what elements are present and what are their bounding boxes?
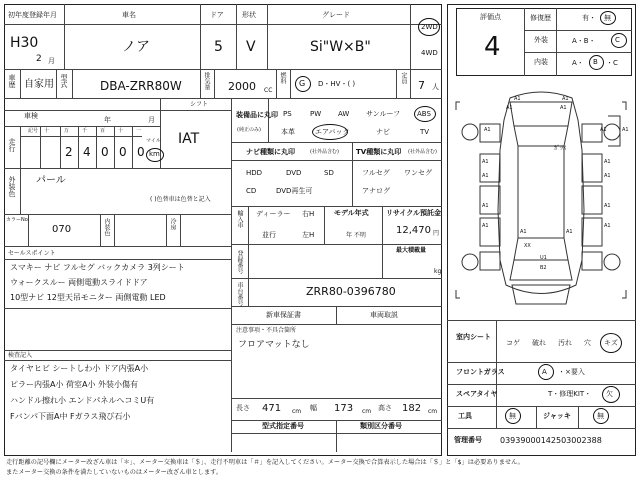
shape: V — [246, 39, 256, 55]
mile-label: マイル — [146, 138, 161, 144]
category: 自家用 — [24, 79, 54, 90]
km-label: km — [149, 150, 160, 158]
front-glass-a: A — [542, 368, 547, 376]
diagram-mark: A1 — [506, 105, 513, 111]
diagram-mark: A1 — [514, 96, 521, 102]
interior-grade-rest: ・C — [606, 59, 618, 67]
diagram-mark: A1 — [566, 229, 573, 235]
inspection-label: 車検 — [24, 112, 38, 120]
equip-navi: ナビ — [376, 128, 390, 136]
exterior-color: パール — [36, 175, 66, 186]
class-label: 類別区分番号 — [360, 422, 402, 430]
inspector-line: ハンドル擦れ小 エンドパネルヘコミU有 — [10, 396, 155, 405]
fuel-options: D・HV・( ) — [318, 80, 356, 88]
diagram-mark: U1 — [540, 255, 547, 261]
score: 4 — [484, 32, 501, 62]
manage-no: 03939000142503002388 — [500, 436, 602, 445]
sales-line: ウォークスルー 両側電動スライドドア — [10, 278, 148, 287]
diagram-mark: A1 — [482, 223, 489, 229]
tool-none: 無 — [509, 412, 516, 420]
front-glass-label: フロントガラス — [456, 368, 505, 376]
recycle-yen: 円 — [433, 230, 440, 237]
max-load-label: 最大積載量 — [396, 247, 427, 254]
sales-line: スマキー ナビ フルセグ バックカメラ 3列シート — [10, 263, 185, 272]
diagram-mark: A1 — [604, 173, 611, 179]
height-cm: cm — [428, 408, 438, 415]
equip-abs: ABS — [417, 110, 431, 118]
navi-sub: (社外品含む) — [310, 149, 339, 155]
capacity: 7 — [418, 79, 425, 92]
diagram-mark: A1 — [482, 203, 489, 209]
mileage-digit: 4 — [83, 145, 91, 159]
jack-none: 無 — [597, 412, 604, 420]
spare-missing: 欠 — [606, 390, 613, 398]
inspector-line: Fバンパ下面A中 Fガラス飛び石小 — [10, 412, 131, 421]
equip-tv: TV — [420, 128, 430, 136]
mileage-header: 記号 — [28, 128, 39, 134]
front-glass-rest: ・×要入 — [558, 368, 585, 376]
new-warranty: 新車保証書 — [266, 311, 301, 319]
inspection-year: 年 — [104, 116, 111, 124]
model: DBA-ZRR80W — [100, 79, 182, 93]
jack-label: ジャッキ — [543, 412, 571, 420]
seat-koge: コゲ — [506, 339, 520, 347]
equip-title: 装備品に丸印 — [236, 111, 278, 119]
drive-4wd: 4WD — [421, 49, 438, 57]
diagram-mark: A1 — [604, 203, 611, 209]
fuel-g: G — [299, 79, 306, 88]
interior-grade-options: A・ — [572, 59, 584, 67]
equip-sunroof: サンルーフ — [366, 110, 401, 118]
mileage-header: 十 — [44, 128, 50, 134]
exterior-label: 外装色 — [8, 176, 16, 197]
length-label: 長さ — [236, 404, 250, 412]
interior-grade-b: B — [593, 58, 598, 66]
navi-cd: CD — [246, 187, 257, 195]
import-right: 右H — [302, 210, 315, 218]
spare-label: スペアタイヤ — [456, 390, 498, 398]
inspector-line: タイヤヒビ シートしわ小 ドア内張A小 — [10, 364, 149, 373]
navi-dvd-play: DVD再生可 — [276, 187, 313, 195]
tv-analog: アナログ — [362, 187, 390, 195]
seat-yogore: 汚れ — [558, 339, 572, 347]
reg-no-label: 登録番号 — [236, 250, 243, 274]
score-label: 評価点 — [480, 13, 501, 21]
tv-sub: (社外品含む) — [408, 149, 437, 155]
mileage-header: 千 — [82, 128, 88, 134]
tv-fullseg: フルセグ — [362, 169, 390, 177]
diagram-bracket-note: A1 — [622, 127, 629, 133]
type-label: 型式指定番号 — [262, 422, 304, 430]
repair-label: 修復歴 — [530, 14, 551, 22]
car-name-label: 車名 — [122, 11, 136, 19]
mileage-header: 一 — [136, 128, 142, 134]
diagram-mark: A1 — [520, 229, 527, 235]
recycle-value: 12,470 — [396, 225, 431, 236]
first-reg-label: 初年度登録年月 — [8, 11, 57, 19]
equip-subtitle: (純正のみ) — [237, 127, 261, 133]
displacement: 2000 — [228, 80, 256, 93]
first-reg-year: H30 — [10, 35, 39, 51]
import-dealer: ディーラー — [256, 210, 291, 218]
inspection-month: 月 — [148, 116, 155, 124]
height-label: 高さ — [378, 404, 392, 412]
footer-line2: またメーター交換の条件を満たしていないものはメーター改ざん車とします。 — [6, 469, 223, 476]
grade: Si"W×B" — [310, 39, 371, 55]
model-year-label: モデル年式 — [334, 209, 369, 217]
diagram-mark: B2 — [540, 265, 547, 271]
exterior-grade-label: 外装 — [534, 36, 548, 44]
grade-label: グレード — [322, 11, 350, 19]
sales-line: 10型ナビ 12型天吊モニター 両側電動 LED — [10, 293, 166, 302]
diagram-center-note: ｶﾞﾗｽ — [554, 145, 567, 152]
seat-label: 室内シート — [456, 333, 491, 341]
sales-label: セールスポイント — [8, 250, 56, 257]
width-cm: cm — [362, 408, 372, 415]
drive-2wd: 2WD — [421, 23, 438, 31]
kg-unit: kg — [434, 268, 442, 275]
interior-grade-label: 内装 — [534, 58, 548, 66]
length-value: 471 — [262, 403, 282, 414]
first-reg-month: 2 — [36, 54, 42, 64]
diagram-mark: A1 — [604, 223, 611, 229]
import-label: 輸入車 — [236, 210, 243, 228]
equip-pw: PW — [310, 110, 322, 118]
import-left: 左H — [302, 231, 315, 239]
car-name: ノア — [122, 39, 150, 55]
mileage-digit: 2 — [65, 145, 73, 159]
shift: IAT — [178, 131, 200, 147]
recycle-label: リサイクル預託金 — [386, 209, 442, 217]
color-no-label: カラーNo. — [6, 217, 30, 223]
chassis-no: ZRR80-0396780 — [306, 285, 396, 298]
equip-leather: 本革 — [281, 128, 295, 136]
cc-unit: CC — [264, 87, 273, 94]
equip-airbag: エアバック — [315, 128, 350, 136]
shape-label: 形状 — [242, 11, 256, 19]
exterior-grade-options: A・B・ — [572, 37, 596, 45]
mileage-digit: 0 — [101, 145, 109, 159]
manage-label: 管理番号 — [454, 436, 482, 444]
diagram-mark: A1 — [482, 159, 489, 165]
model-year-value: 年 不明 — [346, 232, 366, 239]
navi-sd: SD — [324, 169, 334, 177]
displacement-label: 排気量 — [203, 72, 210, 90]
mileage-header: 十 — [118, 128, 124, 134]
diagram-mark: A1 — [484, 127, 491, 133]
seat-yabure: 破れ — [532, 339, 546, 347]
month-unit: 月 — [48, 57, 55, 65]
shift-label: シフト — [190, 101, 209, 108]
mileage-header: 万 — [64, 128, 70, 134]
inspector-label: 検査記入 — [8, 352, 33, 359]
attention-text: フロアマットなし — [238, 340, 310, 350]
seat-kizu: キズ — [604, 339, 618, 347]
repair-options: 有・ — [582, 14, 596, 22]
tool-label: 工具 — [458, 412, 472, 420]
navi-dvd: DVD — [286, 169, 302, 177]
width-label: 幅 — [310, 404, 317, 412]
diagram-mark: A1 — [560, 105, 567, 111]
width-value: 173 — [334, 403, 354, 414]
spare-items: T・修理KIT・ — [548, 390, 592, 398]
height-value: 182 — [402, 403, 422, 414]
model-label: 型式 — [60, 74, 68, 88]
chassis-label: 車台番号 — [236, 282, 243, 306]
tv-title: TV種類に丸印 — [356, 148, 402, 156]
diagram-mark: A1 — [482, 173, 489, 179]
exterior-grade-c: C — [615, 36, 620, 44]
diagram-mark: A1 — [562, 96, 569, 102]
exterior-note: ( )色替車は色替と記入 — [150, 196, 211, 203]
repair-none: 無 — [604, 14, 611, 22]
navi-title: ナビ種類に丸印 — [246, 148, 295, 156]
seat-ana: 穴 — [584, 339, 591, 347]
mileage-label: 走行 — [8, 138, 16, 152]
navi-hdd: HDD — [246, 169, 263, 177]
diagram-mark: A1 — [604, 159, 611, 165]
car-diagram — [448, 80, 634, 318]
diagram-mark: A1 — [600, 127, 607, 133]
mileage-digit: 0 — [137, 145, 145, 159]
capacity-unit: 人 — [432, 83, 439, 91]
manual: 車両取説 — [370, 311, 398, 319]
equip-ps: PS — [283, 110, 292, 118]
interior-color-label: 内装色 — [103, 218, 110, 236]
capacity-label: 定員 — [400, 72, 407, 84]
mileage-header: 百 — [100, 128, 106, 134]
diagram-mark: XX — [524, 243, 531, 249]
inspector-line: ピラー内張A小 荷室A小 外装小傷有 — [10, 380, 139, 389]
fuel-label: 燃料 — [279, 72, 286, 84]
cold-label: 冷房 — [169, 218, 176, 230]
equip-aw: AW — [338, 110, 350, 118]
door-label: ドア — [210, 11, 224, 19]
tv-oneseg: ワンセグ — [404, 169, 432, 177]
import-parallel: 並行 — [262, 231, 276, 239]
color-no: 070 — [52, 224, 72, 235]
footer-line1: 走行距離の記号欄にメーター改ざん車は「＊」、メーター交換車は「＄」、走行不明車は「＃」を記入してください。メーター交換で合算表示した場合は「＄」と「$」は必要ありません。 — [6, 459, 524, 466]
length-cm: cm — [292, 408, 302, 415]
attention-label: 注意事項・不具合箇所 — [236, 327, 297, 334]
category-label: 車歴 — [8, 74, 16, 88]
mileage-digit: 0 — [119, 145, 127, 159]
doors: 5 — [214, 39, 223, 55]
